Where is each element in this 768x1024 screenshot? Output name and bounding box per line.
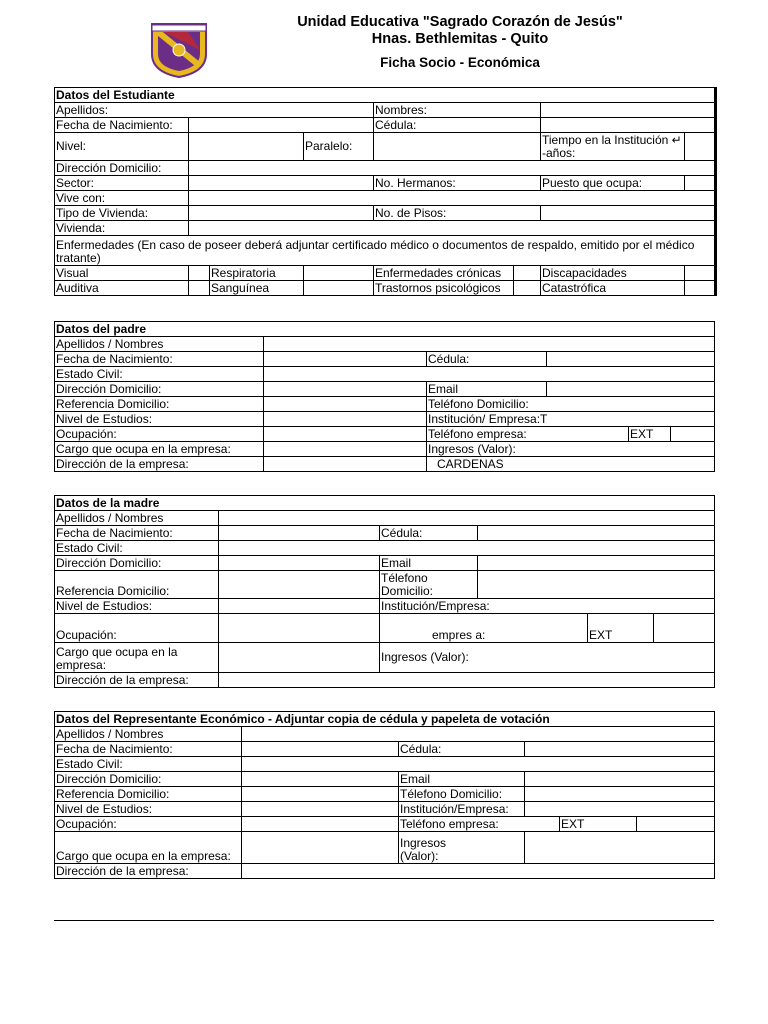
rep-ocupacion-field[interactable] <box>242 817 399 832</box>
father-nivel-field[interactable] <box>264 412 427 427</box>
student-vive-label: Vive con: <box>55 191 189 206</box>
mother-telefono-dom-field[interactable] <box>478 571 715 599</box>
father-email-label: Email <box>427 382 547 397</box>
father-section-title: Datos del padre <box>55 322 715 337</box>
rep-institucion-field[interactable] <box>525 802 715 817</box>
student-cedula-label: Cédula: <box>374 118 541 133</box>
student-hermanos-label: No. Hermanos: <box>374 176 541 191</box>
student-pisos-field[interactable] <box>541 206 715 221</box>
rep-fecha-field[interactable] <box>242 742 399 757</box>
father-telefono-dom-label: Teléfono Domicilio: <box>427 397 715 412</box>
rep-section-title: Datos del Representante Económico - Adjuntar copia de cédula y papeleta de votación <box>55 712 715 727</box>
rep-apellidos-field[interactable] <box>242 727 715 742</box>
student-nombres-label: Nombres: <box>374 103 541 118</box>
rep-referencia-field[interactable] <box>242 787 399 802</box>
student-catastrofica-check[interactable] <box>685 281 715 296</box>
student-respiratoria-label: Respiratoria <box>210 266 304 281</box>
rep-cedula-label: Cédula: <box>399 742 525 757</box>
mother-ext-label: EXT <box>588 614 654 643</box>
mother-ocupacion-label: Ocupación: <box>55 614 219 643</box>
mother-cedula-label: Cédula: <box>380 526 478 541</box>
rep-direccion-emp-label: Dirección de la empresa: <box>55 864 242 879</box>
student-tiempo-label: Tiempo en la Institución ↵ -años: <box>541 133 685 161</box>
rep-ext-label: EXT <box>560 817 637 832</box>
mother-cargo-label: Cargo que ocupa en la empresa: <box>55 643 219 673</box>
rep-apellidos-label: Apellidos / Nombres <box>55 727 242 742</box>
mother-fecha-label: Fecha de Nacimiento: <box>55 526 219 541</box>
father-apellidos-field[interactable] <box>264 337 715 352</box>
student-discapacidades-label: Discapacidades <box>541 266 685 281</box>
student-tipo-vivienda-label: Tipo de Vivienda: <box>55 206 189 221</box>
mother-direccion-emp-field[interactable] <box>219 673 715 688</box>
father-ocupacion-label: Ocupación: <box>55 427 264 442</box>
student-vive-field[interactable] <box>189 191 715 206</box>
mother-apellidos-field[interactable] <box>219 511 715 526</box>
mother-ingresos-label: Ingresos (Valor): <box>380 643 715 673</box>
father-referencia-field[interactable] <box>264 397 427 412</box>
mother-direccion-emp-label: Dirección de la empresa: <box>55 673 219 688</box>
mother-email-field[interactable] <box>478 556 715 571</box>
mother-referencia-label: Referencia Domicilio: <box>55 571 219 599</box>
student-paralelo-label: Paralelo: <box>304 133 374 161</box>
father-cardenas-value: CARDENAS <box>427 457 715 472</box>
rep-direccion-label: Dirección Domicilio: <box>55 772 242 787</box>
rep-email-label: Email <box>399 772 525 787</box>
rep-estado-field[interactable] <box>242 757 715 772</box>
rep-nivel-field[interactable] <box>242 802 399 817</box>
student-section-title: Datos del Estudiante <box>55 88 715 103</box>
mother-fecha-field[interactable] <box>219 526 380 541</box>
father-direccion-emp-field[interactable] <box>264 457 427 472</box>
student-nivel-label: Nivel: <box>55 133 189 161</box>
student-sanguinea-label: Sanguínea <box>210 281 304 296</box>
rep-ingresos-label: Ingresos (Valor): <box>399 832 525 864</box>
father-fecha-label: Fecha de Nacimiento: <box>55 352 264 367</box>
rep-ocupacion-label: Ocupación: <box>55 817 242 832</box>
student-cronicas-label: Enfermedades crónicas <box>374 266 514 281</box>
mother-direccion-label: Dirección Domicilio: <box>55 556 219 571</box>
student-vivienda-field[interactable] <box>189 221 715 236</box>
mother-cedula-field[interactable] <box>478 526 715 541</box>
father-cedula-label: Cédula: <box>427 352 547 367</box>
mother-ext-field[interactable] <box>654 614 715 643</box>
mother-estado-label: Estado Civil: <box>55 541 219 556</box>
student-nivel-field[interactable] <box>189 133 304 161</box>
father-cargo-label: Cargo que ocupa en la empresa: <box>55 442 264 457</box>
rep-ext-field[interactable] <box>637 817 715 832</box>
form-title: Ficha Socio - Económica <box>380 55 540 70</box>
student-fecha-field[interactable] <box>189 118 374 133</box>
rep-telefono-dom-field[interactable] <box>525 787 715 802</box>
father-direccion-emp-label: Dirección de la empresa: <box>55 457 264 472</box>
student-sector-label: Sector: <box>55 176 189 191</box>
mother-referencia-field[interactable] <box>219 571 380 599</box>
student-cedula-field[interactable] <box>541 118 715 133</box>
rep-nivel-label: Nivel de Estudios: <box>55 802 242 817</box>
student-paralelo-field[interactable] <box>374 133 541 161</box>
mother-table <box>54 495 715 688</box>
mother-estado-field[interactable] <box>219 541 715 556</box>
student-sanguinea-check[interactable] <box>304 281 374 296</box>
mother-ocupacion-field[interactable] <box>219 614 380 643</box>
father-estado-field[interactable] <box>264 367 715 382</box>
student-catastrofica-label: Catastrófica <box>541 281 685 296</box>
mother-direccion-field[interactable] <box>219 556 380 571</box>
father-table <box>54 321 715 472</box>
student-puesto-field[interactable] <box>685 176 715 191</box>
document-header <box>0 0 768 85</box>
rep-direccion-emp-field[interactable] <box>242 864 715 879</box>
mother-cargo-field[interactable] <box>219 643 380 673</box>
rep-email-field[interactable] <box>525 772 715 787</box>
rep-direccion-field[interactable] <box>242 772 399 787</box>
student-tiempo-field[interactable] <box>685 133 715 161</box>
father-fecha-field[interactable] <box>264 352 427 367</box>
father-ocupacion-field[interactable] <box>264 427 427 442</box>
student-discapacidades-check[interactable] <box>685 266 715 281</box>
father-nivel-label: Nivel de Estudios: <box>55 412 264 427</box>
rep-ingresos-field[interactable] <box>525 832 715 864</box>
rep-cargo-label: Cargo que ocupa en la empresa: <box>55 832 242 864</box>
representative-table <box>54 711 715 879</box>
student-visual-check[interactable] <box>189 266 210 281</box>
student-puesto-label: Puesto que ocupa: <box>541 176 685 191</box>
student-trastornos-check[interactable] <box>514 281 541 296</box>
rep-telefono-emp-label: Teléfono empresa: <box>399 817 560 832</box>
student-apellidos-label: Apellidos: <box>55 103 374 118</box>
school-subtitle: Hnas. Bethlemitas - Quito <box>371 31 549 47</box>
rep-cedula-field[interactable] <box>525 742 715 757</box>
rep-cargo-field[interactable] <box>242 832 399 864</box>
mother-telefono-dom-label: Télefono Domicilio: <box>380 571 478 599</box>
student-fecha-label: Fecha de Nacimiento: <box>55 118 189 133</box>
rep-estado-label: Estado Civil: <box>55 757 242 772</box>
student-cronicas-check[interactable] <box>514 266 541 281</box>
student-tipo-vivienda-field[interactable] <box>189 206 374 221</box>
rep-fecha-label: Fecha de Nacimiento: <box>55 742 242 757</box>
student-auditiva-check[interactable] <box>189 281 210 296</box>
student-enfermedades-label: Enfermedades (En caso de poseer deberá adjuntar certificado médico o documentos de respaldo, emitido por el médico tratante) <box>55 236 715 266</box>
school-crest-logo <box>148 20 210 78</box>
student-trastornos-label: Trastornos psicológicos <box>374 281 514 296</box>
father-cargo-field[interactable] <box>264 442 427 457</box>
mother-empresa-label: empres a: <box>380 614 588 643</box>
student-sector-field[interactable] <box>189 176 374 191</box>
father-cedula-field[interactable] <box>547 352 715 367</box>
father-estado-label: Estado Civil: <box>55 367 264 382</box>
student-visual-label: Visual <box>55 266 189 281</box>
father-referencia-label: Referencia Domicilio: <box>55 397 264 412</box>
father-telefono-emp-label: Teléfono empresa: <box>427 427 629 442</box>
rep-telefono-dom-label: Télefono Domicilio: <box>399 787 525 802</box>
student-direccion-field[interactable] <box>189 161 715 176</box>
student-direccion-label: Dirección Domicilio: <box>55 161 189 176</box>
bottom-rule <box>54 920 714 921</box>
father-apellidos-label: Apellidos / Nombres <box>55 337 264 352</box>
father-email-field[interactable] <box>547 382 715 397</box>
student-table <box>54 87 715 296</box>
father-direccion-label: Dirección Domicilio: <box>55 382 264 397</box>
father-ingresos-label: Ingresos (Valor): <box>427 442 715 457</box>
mother-section-title: Datos de la madre <box>55 496 715 511</box>
student-respiratoria-check[interactable] <box>304 266 374 281</box>
father-direccion-field[interactable] <box>264 382 427 397</box>
mother-institucion-label: Institución/Empresa: <box>380 599 715 614</box>
father-institucion-label: Institución/ Empresa:T <box>427 412 715 427</box>
student-nombres-field[interactable] <box>541 103 715 118</box>
father-ext-field[interactable] <box>671 427 715 442</box>
school-name: Unidad Educativa "Sagrado Corazón de Jesús" <box>297 14 623 30</box>
student-pisos-label: No. de Pisos: <box>374 206 541 221</box>
mother-apellidos-label: Apellidos / Nombres <box>55 511 219 526</box>
father-ext-label: EXT <box>629 427 671 442</box>
rep-referencia-label: Referencia Domicilio: <box>55 787 242 802</box>
mother-email-label: Email <box>380 556 478 571</box>
mother-nivel-field[interactable] <box>219 599 380 614</box>
mother-nivel-label: Nivel de Estudios: <box>55 599 219 614</box>
student-vivienda-label: Vivienda: <box>55 221 189 236</box>
rep-institucion-label: Institución/Empresa: <box>399 802 525 817</box>
student-auditiva-label: Auditiva <box>55 281 189 296</box>
